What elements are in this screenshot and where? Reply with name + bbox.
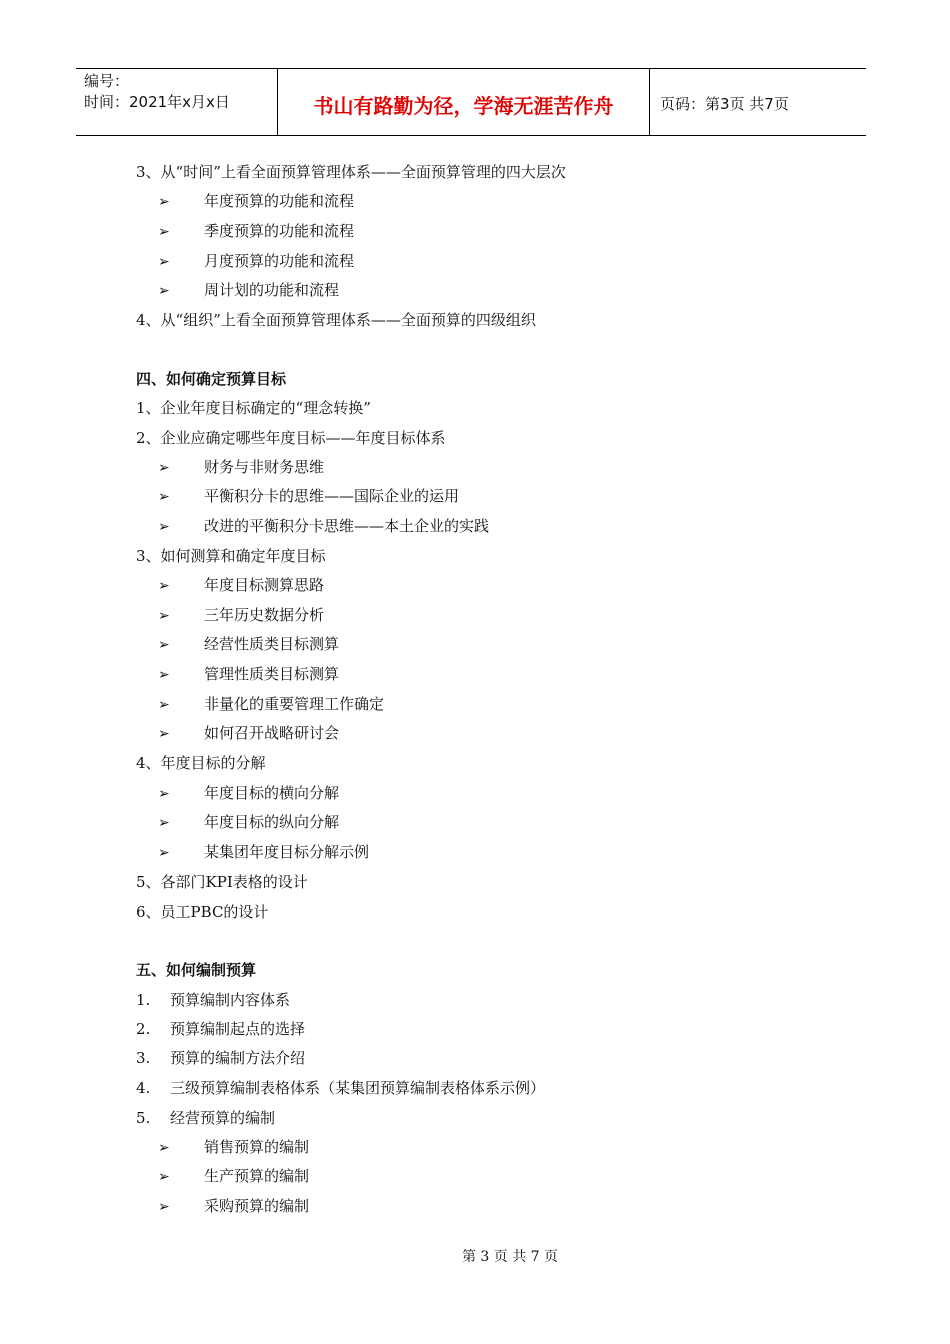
list-item: 经营预算的编制 xyxy=(170,1109,276,1127)
bullet-arrow-icon: ➢ xyxy=(158,608,170,624)
bullet-item: 季度预算的功能和流程 xyxy=(204,222,355,240)
bullet-arrow-icon: ➢ xyxy=(158,786,170,802)
header-meta xyxy=(76,69,278,135)
bullet-arrow-icon: ➢ xyxy=(158,519,170,535)
list-number: 2. xyxy=(136,1020,151,1038)
bullet-item: 销售预算的编制 xyxy=(204,1138,310,1156)
header-page-label: 页码：第3页 共7页 xyxy=(660,94,789,113)
bullet-item: 采购预算的编制 xyxy=(204,1197,310,1215)
bullet-item: 如何召开战略研讨会 xyxy=(204,724,340,742)
bullet-item: 年度预算的功能和流程 xyxy=(204,192,355,210)
bullet-arrow-icon: ➢ xyxy=(158,1140,170,1156)
bullet-item: 三年历史数据分析 xyxy=(204,606,325,624)
bullet-item: 非量化的重要管理工作确定 xyxy=(204,695,385,713)
bullet-item: 财务与非财务思维 xyxy=(204,458,325,476)
list-number: 3. xyxy=(136,1049,151,1067)
bullet-arrow-icon: ➢ xyxy=(158,578,170,594)
list-item: 预算的编制方法介绍 xyxy=(170,1049,306,1067)
bullet-item: 改进的平衡积分卡思维——本土企业的实践 xyxy=(204,517,490,535)
bullet-arrow-icon: ➢ xyxy=(158,194,170,210)
list-item: 4、从“组织”上看全面预算管理体系——全面预算的四级组织 xyxy=(136,311,536,329)
number-label: 编号： xyxy=(84,72,130,90)
bullet-item: 年度目标的纵向分解 xyxy=(204,813,340,831)
list-item: 5、各部门KPI表格的设计 xyxy=(136,873,308,891)
list-item: 6、员工PBC的设计 xyxy=(136,903,269,921)
bullet-arrow-icon: ➢ xyxy=(158,845,170,861)
bullet-item: 管理性质类目标测算 xyxy=(204,665,340,683)
list-item: 预算编制内容体系 xyxy=(170,991,291,1009)
bullet-arrow-icon: ➢ xyxy=(158,697,170,713)
list-item: 1、企业年度目标确定的“理念转换” xyxy=(136,399,371,417)
bullet-arrow-icon: ➢ xyxy=(158,1199,170,1215)
time-label: 时间：2021年x月x日 xyxy=(84,93,230,111)
bullet-arrow-icon: ➢ xyxy=(158,667,170,683)
bullet-item: 某集团年度目标分解示例 xyxy=(204,843,370,861)
bullet-arrow-icon: ➢ xyxy=(158,637,170,653)
section-title: 四、如何确定预算目标 xyxy=(136,370,287,388)
list-item: 预算编制起点的选择 xyxy=(170,1020,306,1038)
bullet-item: 周计划的功能和流程 xyxy=(204,281,340,299)
list-number: 4. xyxy=(136,1079,151,1097)
bullet-arrow-icon: ➢ xyxy=(158,1169,170,1185)
header-motto: 书山有路勤为径，学海无涯苦作舟 xyxy=(278,69,650,135)
bullet-arrow-icon: ➢ xyxy=(158,254,170,270)
list-number: 1. xyxy=(136,991,151,1009)
page-footer: 第 3 页 共 7 页 xyxy=(461,1249,559,1265)
list-number: 5. xyxy=(136,1109,151,1127)
list-item: 3、从“时间”上看全面预算管理体系——全面预算管理的四大层次 xyxy=(136,163,566,181)
bullet-arrow-icon: ➢ xyxy=(158,283,170,299)
list-item: 2、企业应确定哪些年度目标——年度目标体系 xyxy=(136,429,446,447)
bullet-item: 生产预算的编制 xyxy=(204,1167,310,1185)
bullet-item: 年度目标测算思路 xyxy=(204,576,325,594)
list-item: 三级预算编制表格体系（某集团预算编制表格体系示例） xyxy=(170,1079,546,1097)
bullet-arrow-icon: ➢ xyxy=(158,460,170,476)
section-title: 五、如何编制预算 xyxy=(136,961,257,979)
list-item: 4、年度目标的分解 xyxy=(136,754,266,772)
bullet-item: 年度目标的横向分解 xyxy=(204,784,340,802)
bullet-arrow-icon: ➢ xyxy=(158,489,170,505)
bullet-item: 月度预算的功能和流程 xyxy=(204,252,355,270)
list-item: 3、如何测算和确定年度目标 xyxy=(136,547,326,565)
bullet-item: 平衡积分卡的思维——国际企业的运用 xyxy=(204,487,460,505)
page-header xyxy=(76,68,866,136)
bullet-arrow-icon: ➢ xyxy=(158,224,170,240)
bullet-item: 经营性质类目标测算 xyxy=(204,635,340,653)
bullet-arrow-icon: ➢ xyxy=(158,726,170,742)
bullet-arrow-icon: ➢ xyxy=(158,815,170,831)
